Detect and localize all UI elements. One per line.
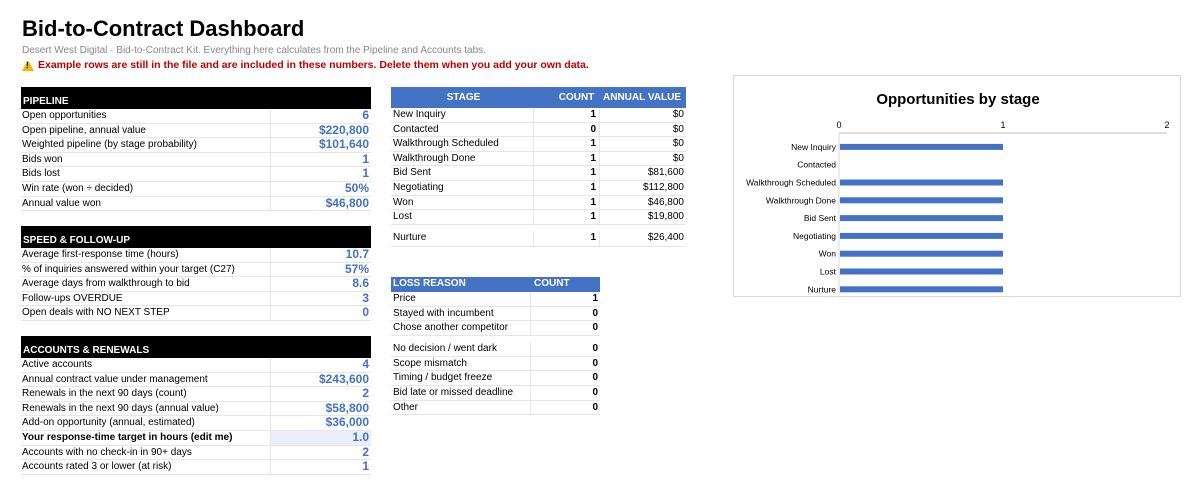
metric-label: Open pipeline, annual value bbox=[21, 124, 271, 138]
stage-cell: New Inquiry bbox=[391, 108, 534, 122]
table-row bbox=[391, 292, 600, 307]
metric-row bbox=[21, 460, 371, 475]
metric-label: % of inquiries answered within your target (C27) bbox=[21, 263, 271, 277]
chart-title: Opportunities by stage bbox=[876, 91, 1040, 108]
count-cell: 1 bbox=[534, 231, 600, 246]
metric-value[interactable]: 1.0 bbox=[271, 431, 371, 445]
loss-count-cell: 0 bbox=[592, 401, 598, 413]
table-row bbox=[391, 137, 686, 152]
stage-cell: Walkthrough Scheduled bbox=[391, 137, 534, 151]
speed-section bbox=[21, 226, 371, 321]
count-cell: 1 bbox=[534, 210, 600, 224]
loss-count-cell: 0 bbox=[592, 322, 598, 334]
stage-cell: Walkthrough Done bbox=[391, 152, 534, 166]
category-label: Walkthrough Done bbox=[765, 195, 836, 206]
warning-icon bbox=[22, 60, 34, 71]
metric-value: 4 bbox=[362, 357, 369, 371]
loss-count-column-header[interactable]: COUNT bbox=[534, 278, 570, 289]
loss-count-cell: 0 bbox=[592, 342, 598, 354]
category-label: Contacted bbox=[797, 159, 836, 170]
count-cell: 1 bbox=[534, 166, 600, 180]
annual-value-cell: $112,800 bbox=[643, 181, 684, 193]
metric-row bbox=[21, 138, 371, 153]
metric-label: Average first-response time (hours) bbox=[21, 248, 271, 262]
category-label: Won bbox=[818, 248, 836, 259]
metric-label: Active accounts bbox=[21, 358, 271, 372]
stage-cell: Nurture bbox=[391, 231, 534, 246]
chart-bar[interactable] bbox=[840, 144, 1003, 150]
stage-cell: Negotiating bbox=[391, 181, 534, 195]
table-row bbox=[391, 321, 600, 336]
metric-label: Add-on opportunity (annual, estimated) bbox=[21, 416, 271, 430]
metric-value: 1 bbox=[362, 151, 369, 166]
stage-cell: Bid Sent bbox=[391, 166, 534, 180]
metric-label: Open deals with NO NEXT STEP bbox=[21, 306, 271, 320]
table-row bbox=[391, 123, 686, 138]
category-label: Negotiating bbox=[792, 230, 836, 241]
metric-value: 57% bbox=[344, 261, 369, 276]
metric-value: 6 bbox=[362, 108, 369, 122]
loss-reason-cell: Chose another competitor bbox=[391, 321, 531, 335]
stage-column-header[interactable]: STAGE bbox=[446, 92, 481, 103]
loss-reason-cell: Scope mismatch bbox=[391, 357, 531, 371]
loss-reason-cell: Bid late or missed deadline bbox=[391, 386, 531, 400]
table-row bbox=[391, 108, 686, 123]
metric-value: $46,800 bbox=[325, 195, 369, 210]
metric-value: $58,800 bbox=[325, 400, 369, 415]
table-row bbox=[391, 225, 686, 247]
stage-cell: Won bbox=[391, 196, 534, 210]
count-cell: 1 bbox=[534, 152, 600, 166]
loss-reason-table bbox=[391, 277, 600, 415]
metric-row bbox=[21, 182, 371, 197]
chart-canvas bbox=[734, 76, 1182, 298]
metric-row bbox=[21, 431, 371, 446]
loss-reason-cell: Price bbox=[391, 292, 531, 306]
metric-label: Open opportunities bbox=[21, 109, 271, 123]
stage-table-header bbox=[391, 87, 686, 108]
loss-count-cell: 0 bbox=[592, 307, 598, 319]
metric-value: 2 bbox=[362, 386, 369, 401]
table-row bbox=[391, 371, 600, 386]
table-row bbox=[391, 210, 686, 225]
annual-value-cell: $19,800 bbox=[647, 211, 684, 223]
count-cell: 1 bbox=[534, 196, 600, 210]
metric-row bbox=[21, 197, 371, 212]
metric-row bbox=[21, 373, 371, 388]
count-column-header[interactable]: COUNT bbox=[558, 92, 595, 103]
page-subtitle: Desert West Digital · Bid-to-Contract Kit. Everything here calculates from the Pipeline and Accounts tabs. bbox=[22, 45, 486, 56]
metric-row bbox=[21, 124, 371, 139]
speed-heading: SPEED & FOLLOW-UP bbox=[21, 226, 371, 248]
metric-row bbox=[21, 153, 371, 168]
chart-bar[interactable] bbox=[840, 197, 1003, 203]
count-cell: 1 bbox=[534, 137, 600, 151]
metric-value: 1 bbox=[362, 459, 369, 474]
metric-value: 8.6 bbox=[352, 276, 369, 291]
metric-value: 2 bbox=[362, 444, 369, 459]
metric-label: Annual contract value under management bbox=[21, 373, 271, 387]
metric-label: Renewals in the next 90 days (count) bbox=[21, 387, 271, 401]
metric-row bbox=[21, 358, 371, 373]
loss-reason-cell: Other bbox=[391, 401, 531, 415]
annual-value-cell: $0 bbox=[672, 138, 684, 150]
category-label: Walkthrough Scheduled bbox=[746, 177, 836, 188]
metric-value: 3 bbox=[362, 290, 369, 305]
table-row bbox=[391, 152, 686, 167]
table-row bbox=[391, 307, 600, 322]
metric-value: $220,800 bbox=[318, 122, 369, 137]
accounts-section bbox=[21, 336, 371, 475]
opportunities-chart[interactable] bbox=[733, 75, 1181, 297]
annual-value-cell: $0 bbox=[672, 109, 684, 120]
stage-table bbox=[391, 87, 686, 247]
count-cell: 1 bbox=[534, 108, 600, 122]
metric-label: Your response-time target in hours (edit me) bbox=[21, 431, 271, 445]
metric-label: Accounts rated 3 or lower (at risk) bbox=[21, 460, 271, 474]
pipeline-heading: PIPELINE bbox=[21, 87, 371, 109]
metric-value: $243,600 bbox=[318, 371, 369, 386]
metric-value: 10.7 bbox=[345, 247, 369, 261]
warning-text: Example rows are still in the file and are included in these numbers. Delete them when you add your own data. bbox=[38, 59, 589, 71]
table-row bbox=[391, 401, 600, 416]
chart-bar[interactable] bbox=[840, 269, 1003, 275]
metric-label: Annual value won bbox=[21, 197, 271, 211]
loss-reason-cell: Timing / budget freeze bbox=[391, 371, 531, 385]
pipeline-section bbox=[21, 87, 371, 211]
metric-row bbox=[21, 402, 371, 417]
annual-value-cell: $0 bbox=[672, 152, 684, 164]
chart-bar[interactable] bbox=[840, 233, 1003, 239]
table-row bbox=[391, 166, 686, 181]
table-row bbox=[391, 181, 686, 196]
metric-label: Win rate (won ÷ decided) bbox=[21, 182, 271, 196]
category-label: Nurture bbox=[807, 284, 836, 295]
loss-count-cell: 0 bbox=[592, 386, 598, 398]
metric-label: Bids won bbox=[21, 153, 271, 167]
metric-value: 0 bbox=[362, 305, 369, 320]
loss-reason-column-header[interactable]: LOSS REASON bbox=[393, 278, 466, 289]
x-tick-label: 0 bbox=[836, 120, 842, 130]
loss-reason-cell: No decision / went dark bbox=[391, 342, 531, 356]
metric-row bbox=[21, 446, 371, 461]
metric-row bbox=[21, 109, 371, 124]
metric-value: 1 bbox=[362, 166, 369, 181]
loss-count-cell: 1 bbox=[592, 293, 598, 304]
annual-value-cell: $46,800 bbox=[647, 196, 684, 208]
metric-value: $101,640 bbox=[318, 137, 369, 152]
warning-banner bbox=[22, 59, 589, 71]
stage-cell: Lost bbox=[391, 210, 534, 224]
category-label: New Inquiry bbox=[791, 141, 836, 152]
chart-bar[interactable] bbox=[840, 251, 1003, 257]
annual-value-column-header[interactable]: ANNUAL VALUE bbox=[603, 92, 681, 103]
metric-row bbox=[21, 277, 371, 292]
metric-label: Accounts with no check-in in 90+ days bbox=[21, 446, 271, 460]
metric-label: Renewals in the next 90 days (annual value) bbox=[21, 402, 271, 416]
table-row bbox=[391, 386, 600, 401]
chart-bar[interactable] bbox=[840, 286, 1003, 292]
metric-label: Weighted pipeline (by stage probability) bbox=[21, 138, 271, 152]
metric-value: 50% bbox=[344, 180, 369, 195]
annual-value-cell: $0 bbox=[672, 123, 684, 135]
category-label: Bid Sent bbox=[803, 213, 836, 224]
metric-label: Average days from walkthrough to bid bbox=[21, 277, 271, 291]
metric-label: Bids lost bbox=[21, 167, 271, 181]
table-row bbox=[391, 336, 600, 357]
metric-row bbox=[21, 248, 371, 263]
loss-reason-cell: Stayed with incumbent bbox=[391, 307, 531, 321]
accounts-heading: ACCOUNTS & RENEWALS bbox=[21, 336, 371, 358]
metric-row bbox=[21, 263, 371, 278]
table-row bbox=[391, 196, 686, 211]
metric-label: Follow-ups OVERDUE bbox=[21, 292, 271, 306]
metric-row bbox=[21, 416, 371, 431]
count-cell: 1 bbox=[534, 181, 600, 195]
table-row bbox=[391, 357, 600, 372]
stage-cell: Contacted bbox=[391, 123, 534, 137]
metric-row bbox=[21, 387, 371, 402]
chart-bar[interactable] bbox=[840, 180, 1003, 186]
annual-value-cell: $26,400 bbox=[647, 231, 684, 243]
page-title: Bid-to-Contract Dashboard bbox=[22, 16, 305, 41]
chart-bar[interactable] bbox=[840, 215, 1003, 221]
category-label: Lost bbox=[819, 266, 836, 277]
count-cell: 0 bbox=[534, 123, 600, 137]
x-tick-label: 2 bbox=[1164, 120, 1170, 130]
loss-count-cell: 0 bbox=[592, 372, 598, 384]
metric-row bbox=[21, 167, 371, 182]
loss-count-cell: 0 bbox=[592, 357, 598, 369]
metric-value: $36,000 bbox=[325, 415, 369, 430]
metric-row bbox=[21, 292, 371, 307]
annual-value-cell: $81,600 bbox=[647, 167, 684, 179]
loss-table-header bbox=[391, 277, 600, 292]
metric-row bbox=[21, 306, 371, 321]
x-tick-label: 1 bbox=[1000, 120, 1006, 130]
